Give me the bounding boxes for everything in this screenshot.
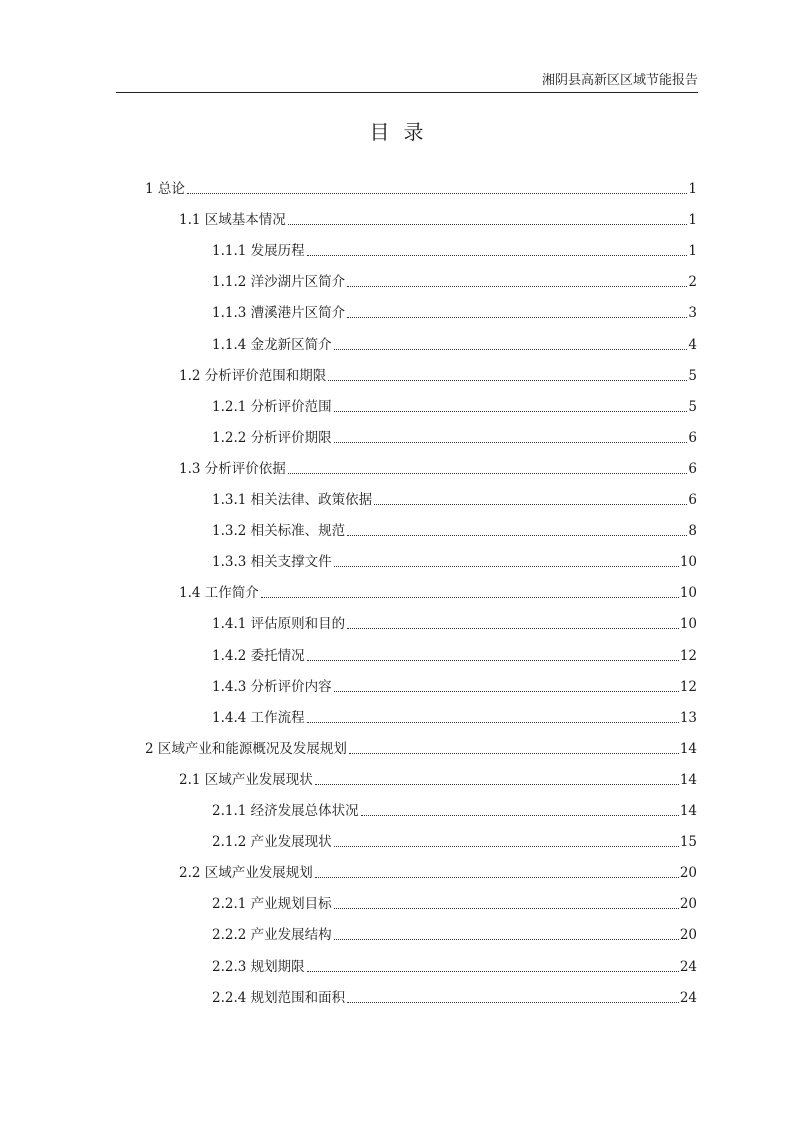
toc-entry-title: 1.2.2 分析评价期限 xyxy=(212,429,332,446)
toc-entry-page-number: 12 xyxy=(679,647,697,664)
toc-entry-page-number: 2 xyxy=(688,274,697,291)
toc-entry-title: 1.4.3 分析评价内容 xyxy=(212,678,332,695)
toc-entry[interactable] xyxy=(179,854,697,882)
toc-entry[interactable] xyxy=(179,574,697,602)
toc-entry[interactable] xyxy=(212,263,697,291)
dot-leader xyxy=(334,336,688,354)
toc-entry-page-number: 14 xyxy=(679,740,697,757)
toc-entry-title: 2.2.3 规划期限 xyxy=(212,958,305,975)
toc-entry-title: 2.2.4 规划范围和面积 xyxy=(212,989,346,1006)
toc-entry[interactable] xyxy=(212,668,697,696)
toc-entry[interactable] xyxy=(145,170,697,198)
toc-entry-title: 1.2.1 分析评价范围 xyxy=(212,398,332,415)
dot-leader xyxy=(328,367,687,385)
toc-entry-title: 1.1.3 漕溪港片区简介 xyxy=(212,305,346,322)
toc-entry[interactable] xyxy=(212,232,697,260)
toc-entry[interactable] xyxy=(212,885,697,913)
dot-leader xyxy=(347,304,687,322)
dot-leader xyxy=(307,647,679,665)
toc-entry[interactable] xyxy=(179,450,697,478)
toc-entry-title: 1.4.1 评估原则和目的 xyxy=(212,616,346,633)
dot-leader xyxy=(307,709,679,727)
toc-entry-title: 1.4.2 委托情况 xyxy=(212,647,305,664)
toc-entry-page-number: 3 xyxy=(688,305,697,322)
toc-entry-title: 1.4 工作简介 xyxy=(179,585,259,602)
toc-entry-title: 1.1.2 洋沙湖片区简介 xyxy=(212,274,346,291)
dot-leader xyxy=(349,740,679,758)
page-header xyxy=(116,70,698,93)
dot-leader xyxy=(347,989,679,1007)
dot-leader xyxy=(334,429,688,447)
toc-entry-page-number: 6 xyxy=(688,460,697,477)
toc-entry-title: 1.3.2 相关标准、规范 xyxy=(212,523,346,540)
toc-entry-title: 1.1.4 金龙新区简介 xyxy=(212,336,332,353)
toc-entry-page-number: 14 xyxy=(679,803,697,819)
toc-entry-page-number: 1 xyxy=(688,181,697,197)
toc-entry-page-number: 15 xyxy=(679,834,697,851)
toc-entry-page-number: 13 xyxy=(679,709,697,726)
toc-entry-title: 1.4.4 工作流程 xyxy=(212,709,305,726)
toc-entry-page-number: 24 xyxy=(679,958,697,975)
toc-entry-title: 1 总论 xyxy=(145,181,185,197)
toc-entry-page-number: 12 xyxy=(679,678,697,695)
dot-leader xyxy=(261,584,679,602)
toc-entry[interactable] xyxy=(212,326,697,354)
toc-entry[interactable] xyxy=(212,637,697,665)
toc-entry-page-number: 10 xyxy=(679,616,697,633)
toc-entry-title: 1.3 分析评价依据 xyxy=(179,460,286,477)
dot-leader xyxy=(347,273,687,291)
toc-entry-title: 1.3.3 相关支撑文件 xyxy=(212,554,332,571)
dot-leader xyxy=(361,802,679,820)
toc-entry-title: 2.1 区域产业发展现状 xyxy=(179,771,313,788)
dot-leader xyxy=(288,211,688,229)
toc-entry-page-number: 10 xyxy=(679,585,697,602)
dot-leader xyxy=(334,833,679,851)
toc-entry[interactable] xyxy=(145,730,697,758)
toc-entry-page-number: 4 xyxy=(688,336,697,353)
toc-entry-page-number: 6 xyxy=(688,492,697,508)
toc-entry-title: 2.2.2 产业发展结构 xyxy=(212,927,332,944)
toc-entry-page-number: 6 xyxy=(688,429,697,446)
toc-title: 目录 xyxy=(369,120,438,144)
toc-entry-title: 2.1.2 产业发展现状 xyxy=(212,834,332,851)
toc-entry[interactable] xyxy=(212,512,697,540)
toc-entry[interactable] xyxy=(179,761,697,789)
toc-entry-page-number: 1 xyxy=(688,212,697,229)
toc-entry-title: 1.2 分析评价范围和期限 xyxy=(179,367,327,384)
toc-entry-title: 2.2.1 产业规划目标 xyxy=(212,896,332,913)
toc-entry-page-number: 14 xyxy=(679,771,697,788)
toc-entry-page-number: 10 xyxy=(679,554,697,571)
toc-entry[interactable] xyxy=(212,699,697,727)
toc-entry-page-number: 1 xyxy=(688,243,697,260)
dot-leader xyxy=(334,398,688,416)
toc-entry-page-number: 8 xyxy=(688,523,697,540)
dot-leader xyxy=(315,864,679,882)
dot-leader xyxy=(334,895,679,913)
toc-entry-page-number: 20 xyxy=(679,927,697,944)
header-title: 湘阴县高新区区域节能报告 xyxy=(541,73,698,88)
dot-leader xyxy=(288,460,688,478)
toc-entry-title: 1.1 区域基本情况 xyxy=(179,212,286,229)
dot-leader xyxy=(307,242,688,260)
dot-leader xyxy=(347,615,679,633)
dot-leader xyxy=(334,553,679,571)
dot-leader xyxy=(374,491,687,509)
toc-entry-title: 1.3.1 相关法律、政策依据 xyxy=(212,492,373,508)
toc-entry[interactable] xyxy=(212,823,697,851)
toc-entry-page-number: 20 xyxy=(679,896,697,913)
toc-entry[interactable] xyxy=(212,543,697,571)
toc-entry-title: 2.2 区域产业发展规划 xyxy=(179,865,313,882)
toc-entry-title: 2.1.1 经济发展总体状况 xyxy=(212,803,359,819)
dot-leader xyxy=(187,180,688,198)
toc-entry-page-number: 5 xyxy=(688,398,697,415)
toc-entry[interactable] xyxy=(212,792,697,820)
dot-leader xyxy=(347,522,687,540)
toc-entry[interactable] xyxy=(212,481,697,509)
toc-entry-page-number: 5 xyxy=(688,367,697,384)
toc-entry[interactable] xyxy=(179,357,697,385)
toc-entry[interactable] xyxy=(212,979,697,1007)
toc-entry[interactable] xyxy=(212,948,697,976)
dot-leader xyxy=(334,926,679,944)
dot-leader xyxy=(307,958,679,976)
dot-leader xyxy=(315,771,679,789)
toc-entry[interactable] xyxy=(212,605,697,633)
toc-entry-page-number: 24 xyxy=(679,989,697,1006)
toc-entry[interactable] xyxy=(212,388,697,416)
toc-entry[interactable] xyxy=(179,201,697,229)
toc-entry-title: 2 区域产业和能源概况及发展规划 xyxy=(145,740,347,757)
toc-entry-page-number: 20 xyxy=(679,865,697,882)
toc-entry[interactable] xyxy=(212,916,697,944)
toc-entry[interactable] xyxy=(212,294,697,322)
dot-leader xyxy=(334,678,679,696)
toc-entry-title: 1.1.1 发展历程 xyxy=(212,243,305,260)
toc-entry[interactable] xyxy=(212,419,697,447)
